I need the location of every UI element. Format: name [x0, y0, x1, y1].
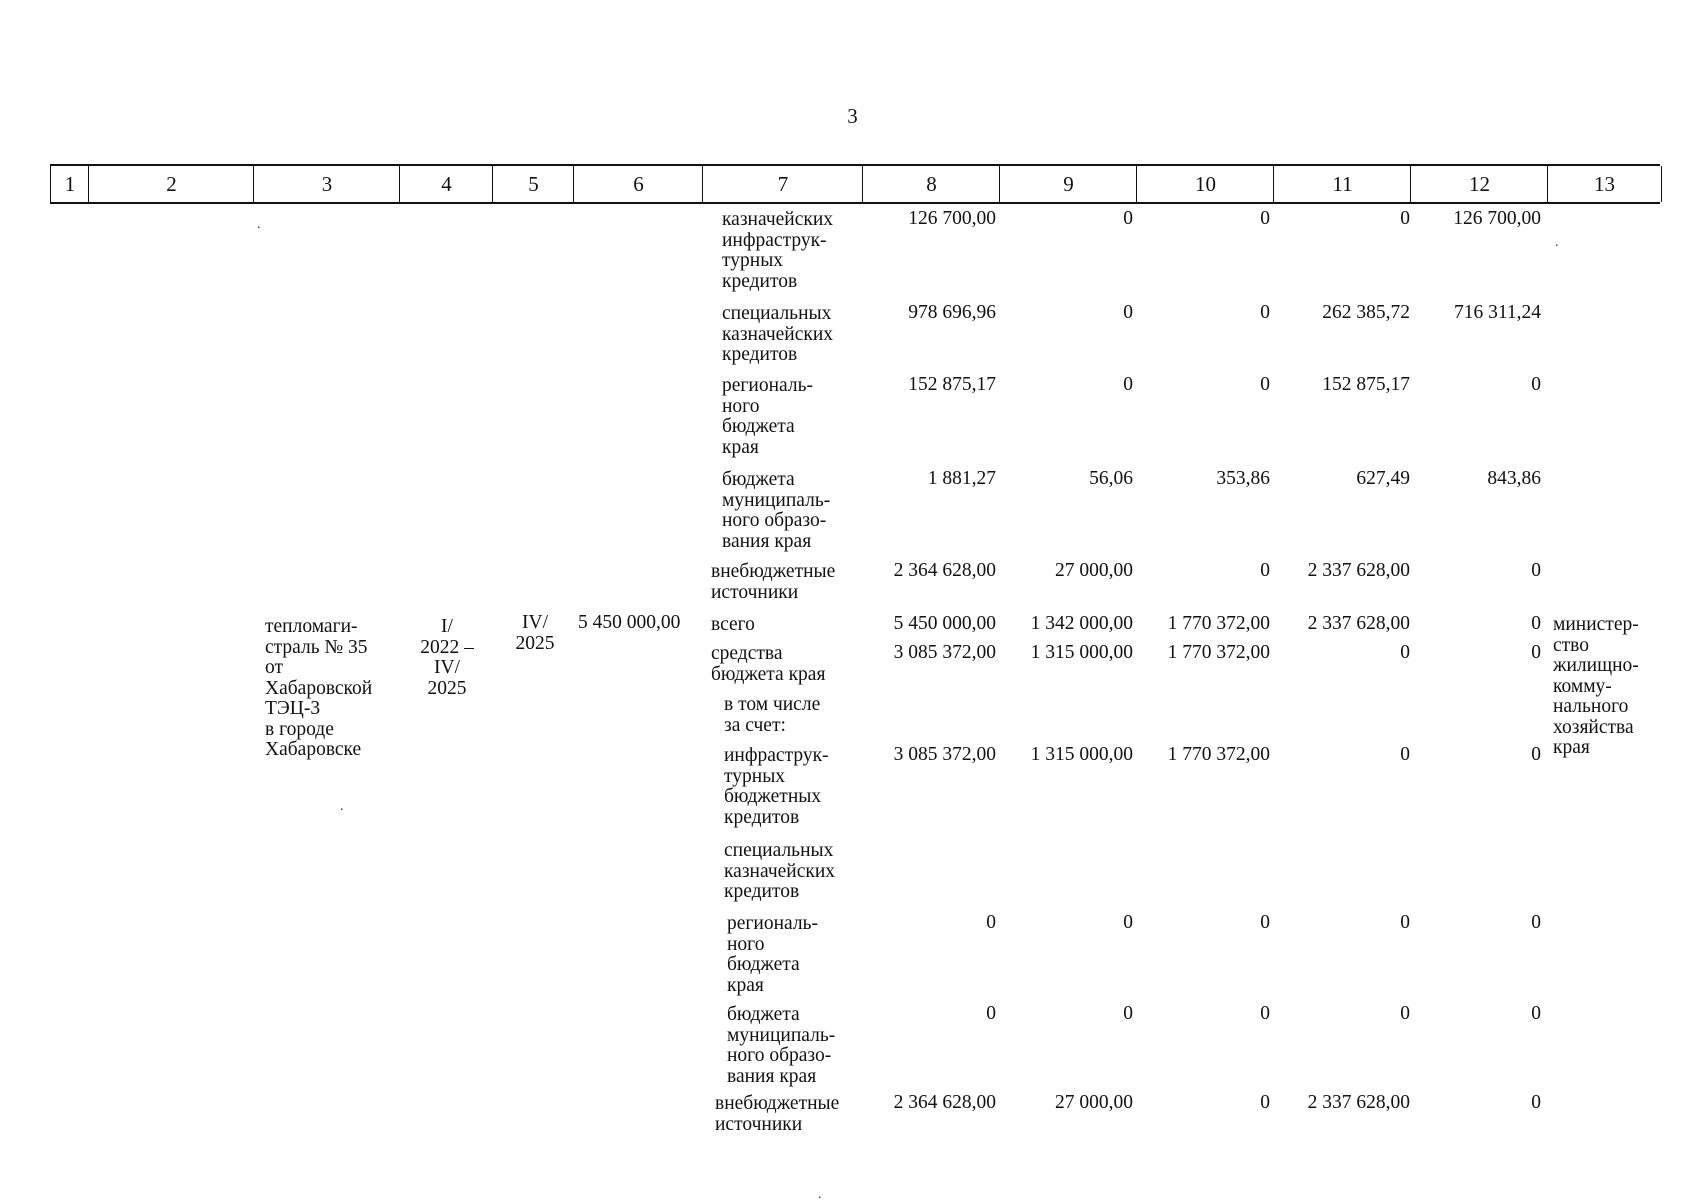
cell-col-12: 0	[1531, 642, 1541, 663]
cell-col-9: 56,06	[1089, 468, 1133, 489]
cell-col-11: 0	[1400, 642, 1410, 663]
cell-col-11: 2 337 628,00	[1307, 560, 1410, 581]
responsible-executor: министер- ство жилищно- комму- нального хозяйства края	[1553, 614, 1639, 758]
row-label: инфраструк- турных бюджетных кредитов	[724, 745, 829, 828]
header-col-12: 12	[1410, 166, 1548, 202]
row-label: бюджета муниципаль- ного образо- вания края	[727, 1004, 836, 1087]
cell-col-10: 1 770 372,00	[1167, 744, 1270, 765]
cell-col-12: 0	[1531, 1003, 1541, 1024]
cell-col-8: 126 700,00	[908, 208, 996, 229]
cell-col-11: 0	[1400, 912, 1410, 933]
cell-col-8: 0	[986, 1003, 996, 1024]
cell-col-11: 0	[1400, 1003, 1410, 1024]
header-col-4: 4	[399, 166, 493, 202]
header-col-6: 6	[573, 166, 703, 202]
cell-col-10: 0	[1260, 1092, 1270, 1113]
cell-col-9: 0	[1123, 208, 1133, 229]
header-col-9: 9	[999, 166, 1137, 202]
row-label: внебюджетные источники	[715, 1093, 840, 1135]
header-col-11: 11	[1273, 166, 1411, 202]
cell-col-9: 1 315 000,00	[1030, 642, 1133, 663]
cell-col-9: 27 000,00	[1055, 1092, 1133, 1113]
cell-col-10: 0	[1260, 302, 1270, 323]
cell-col-9: 0	[1123, 1003, 1133, 1024]
cell-col-8: 5 450 000,00	[893, 613, 996, 634]
cell-col-12: 0	[1531, 912, 1541, 933]
cell-col-8: 1 881,27	[927, 468, 996, 489]
header-col-13: 13	[1547, 166, 1662, 202]
cell-col-8: 3 085 372,00	[893, 642, 996, 663]
cell-col-11: 2 337 628,00	[1307, 613, 1410, 634]
cell-col-12: 0	[1531, 374, 1541, 395]
cell-col-9: 27 000,00	[1055, 560, 1133, 581]
header-col-10: 10	[1136, 166, 1274, 202]
row-label: специальных казначейских кредитов	[724, 840, 836, 902]
cell-col-10: 0	[1260, 1003, 1270, 1024]
end-period: IV/ 2025	[515, 612, 555, 654]
row-label: средства бюджета края	[711, 643, 826, 685]
cell-col-11: 627,49	[1356, 468, 1410, 489]
header-col-7: 7	[702, 166, 863, 202]
header-col-5: 5	[492, 166, 574, 202]
scan-speck: .	[340, 799, 344, 814]
cell-col-10: 0	[1260, 560, 1270, 581]
cell-col-11: 2 337 628,00	[1307, 1092, 1410, 1113]
cell-col-12: 0	[1531, 560, 1541, 581]
header-col-2: 2	[88, 166, 254, 202]
cell-col-10: 353,86	[1216, 468, 1270, 489]
cell-col-9: 0	[1123, 374, 1133, 395]
cell-col-8: 978 696,96	[908, 302, 996, 323]
row-label: всего	[711, 614, 755, 635]
cell-col-11: 0	[1400, 208, 1410, 229]
cell-col-12: 843,86	[1487, 468, 1541, 489]
cell-col-12: 716 311,24	[1453, 302, 1541, 323]
cell-col-9: 1 342 000,00	[1030, 613, 1133, 634]
scan-speck: .	[818, 1187, 822, 1202]
cell-col-12: 0	[1531, 613, 1541, 634]
row-label: внебюджетные источники	[711, 561, 836, 603]
cell-col-8: 152 875,17	[908, 374, 996, 395]
cell-col-8: 2 364 628,00	[893, 1092, 996, 1113]
cell-col-9: 1 315 000,00	[1030, 744, 1133, 765]
cell-col-11: 0	[1400, 744, 1410, 765]
cell-col-12: 0	[1531, 744, 1541, 765]
row-label: региональ- ного бюджета края	[727, 913, 818, 996]
row-label: казначейских инфраструк- турных кредитов	[722, 209, 834, 292]
header-col-1: 1	[50, 166, 89, 202]
cell-col-10: 1 770 372,00	[1167, 613, 1270, 634]
row-label: региональ- ного бюджета края	[722, 375, 813, 458]
cell-col-12: 126 700,00	[1453, 208, 1541, 229]
cell-col-8: 3 085 372,00	[893, 744, 996, 765]
cell-col-12: 0	[1531, 1092, 1541, 1113]
cell-col-11: 262 385,72	[1322, 302, 1410, 323]
cell-col-9: 0	[1123, 912, 1133, 933]
column-number-header	[50, 164, 1660, 204]
cell-col-10: 0	[1260, 912, 1270, 933]
row-label: специальных казначейских кредитов	[722, 303, 834, 365]
row-label: бюджета муниципаль- ного образо- вания края	[722, 469, 831, 552]
scan-speck: .	[257, 217, 261, 232]
cell-col-11: 152 875,17	[1322, 374, 1410, 395]
cell-col-10: 1 770 372,00	[1167, 642, 1270, 663]
cell-col-8: 2 364 628,00	[893, 560, 996, 581]
header-col-8: 8	[862, 166, 1000, 202]
cell-col-10: 0	[1260, 208, 1270, 229]
cell-col-10: 0	[1260, 374, 1270, 395]
row-label: в том числе за счет:	[724, 694, 821, 736]
scan-speck: .	[1555, 235, 1559, 250]
page-number: 3	[847, 104, 858, 128]
object-name: тепломаги- страль № 35 от Хабаровской ТЭЦ-3 в городе Хабаровске	[265, 616, 373, 760]
start-period: I/ 2022 – IV/ 2025	[420, 616, 474, 699]
cell-col-9: 0	[1123, 302, 1133, 323]
cell-col-8: 0	[986, 912, 996, 933]
header-col-3: 3	[253, 166, 400, 202]
estimated-cost: 5 450 000,00	[578, 612, 681, 633]
